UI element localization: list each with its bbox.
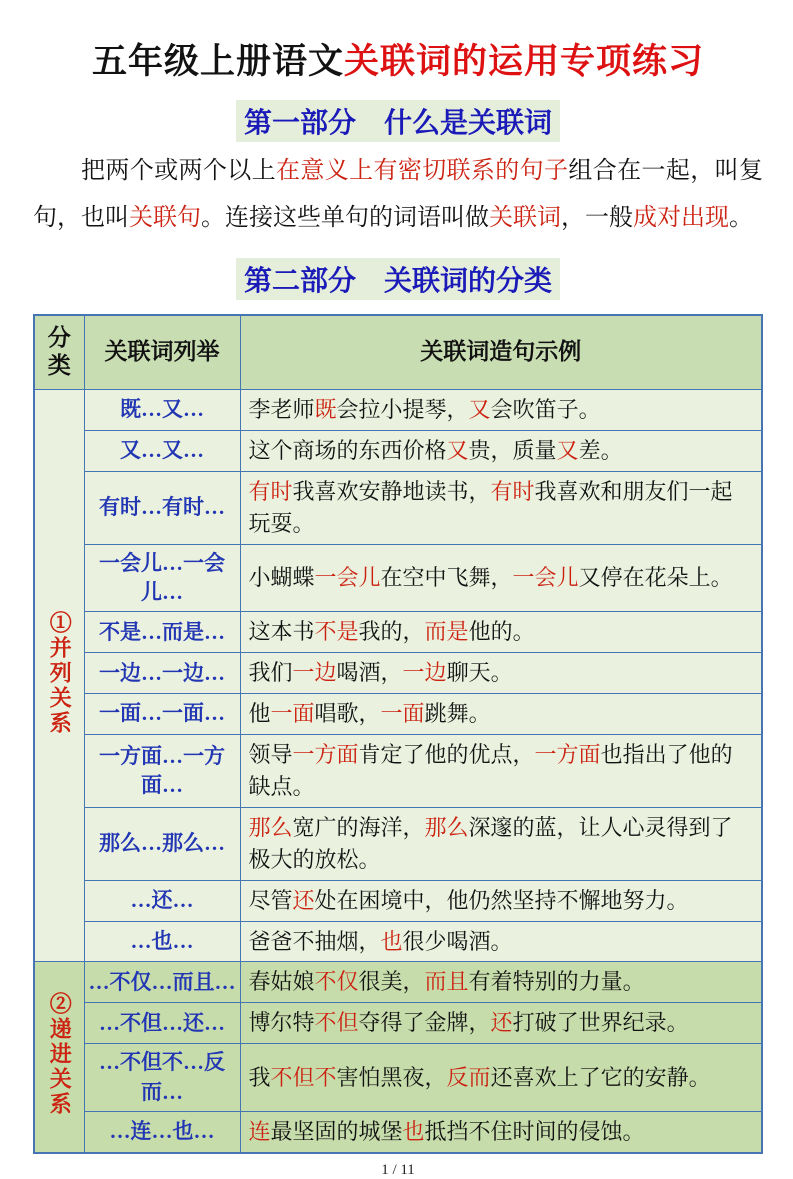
example-segment: 在空中飞舞，: [380, 565, 513, 591]
example-segment: 喝酒，: [336, 660, 403, 686]
example-segment: 宽广的海洋，: [292, 814, 425, 840]
example-segment: 博尔特: [248, 1010, 315, 1036]
intro-segment: 在意义上有密切联系的句子: [275, 158, 569, 184]
term-cell: 一面…一面…: [84, 694, 240, 735]
table-header-row: [34, 315, 762, 390]
example-segment: 那么: [424, 814, 469, 840]
category-label: ②递进关系: [47, 992, 73, 1118]
example-segment: 小蝴蝶: [248, 565, 315, 591]
intro-segment: 关联词: [489, 204, 561, 231]
term-cell: …不仅…而且…: [84, 962, 240, 1003]
table-row: [34, 471, 762, 544]
example-segment: 很少喝酒。: [402, 928, 513, 954]
example-segment: 不是: [314, 619, 359, 645]
example-segment: 害怕黑夜，: [336, 1064, 447, 1090]
example-segment: 还: [490, 1010, 513, 1036]
table-body: [34, 390, 762, 1153]
term-cell: 不是…而是…: [84, 612, 240, 653]
example-segment: 既: [314, 397, 337, 423]
table-row: [34, 1003, 762, 1044]
example-cell: [240, 880, 762, 921]
example-segment: 最坚固的城堡: [270, 1119, 403, 1145]
example-segment: 有时: [248, 478, 293, 504]
header-example: 关联词造句示例: [240, 315, 762, 390]
intro-segment: 把两个或两个以上: [81, 158, 276, 184]
example-segment: 聊天。: [446, 660, 513, 686]
term-cell: …也…: [84, 921, 240, 962]
term-cell: …还…: [84, 880, 240, 921]
table-row: [34, 1044, 762, 1112]
intro-segment: 组合在一起，叫复句，也叫: [33, 158, 764, 231]
example-segment: 一方面: [534, 742, 601, 768]
example-segment: 他: [248, 701, 271, 727]
term-cell: 一会儿…一会儿…: [84, 544, 240, 612]
example-cell: [240, 430, 762, 471]
example-segment: 一会儿: [512, 565, 579, 591]
example-cell: [240, 390, 762, 431]
header-category: 分类: [34, 315, 84, 390]
term-cell: 又…又…: [84, 430, 240, 471]
table-row: [34, 1112, 762, 1153]
example-segment: 抵挡不住时间的侵蚀。: [424, 1119, 645, 1145]
example-segment: 打破了世界纪录。: [512, 1010, 689, 1036]
table-row: [34, 880, 762, 921]
example-segment: 夺得了金牌，: [358, 1010, 491, 1036]
example-segment: 差。: [578, 437, 623, 463]
example-segment: 处在困境中，他仍然坚持不懈地努力。: [314, 887, 689, 913]
table-row: [34, 653, 762, 694]
section1-heading-text: 第一部分 什么是关联词: [236, 100, 560, 142]
example-segment: 他的。: [468, 619, 535, 645]
table-row: [34, 612, 762, 653]
example-segment: 又: [446, 437, 469, 463]
example-segment: 尽管: [248, 887, 293, 913]
example-segment: 一边: [402, 660, 447, 686]
table-row: [34, 735, 762, 808]
example-segment: 不但不: [270, 1064, 337, 1090]
table-row: [34, 694, 762, 735]
example-segment: 不但: [314, 1010, 359, 1036]
term-cell: …不但…还…: [84, 1003, 240, 1044]
example-cell: [240, 807, 762, 880]
example-segment: 又: [556, 437, 579, 463]
example-segment: 也: [402, 1119, 425, 1145]
example-segment: 跳舞。: [424, 701, 491, 727]
example-cell: [240, 1112, 762, 1153]
example-segment: 还: [292, 887, 315, 913]
example-segment: 一边: [292, 660, 337, 686]
example-segment: 我们: [248, 660, 293, 686]
example-cell: [240, 653, 762, 694]
example-segment: 肯定了他的优点，: [358, 742, 535, 768]
example-segment: 也: [380, 928, 403, 954]
example-segment: 会吹笛子。: [490, 397, 601, 423]
table-row: [34, 390, 762, 431]
term-cell: …不但不…反而…: [84, 1044, 240, 1112]
page-title-black: 五年级上册语文: [91, 42, 344, 81]
page-title-red: 关联词的运用专项练习: [344, 42, 705, 81]
intro-segment: 关联句: [129, 204, 201, 231]
example-segment: 也指出了他的缺点。: [248, 742, 733, 799]
intro-segment: 。连接这些单句的词语叫做: [201, 204, 489, 231]
example-segment: 一会儿: [314, 565, 381, 591]
example-segment: 反而: [446, 1064, 491, 1090]
example-segment: 而是: [424, 619, 469, 645]
table-row: [34, 921, 762, 962]
example-segment: 深邃的蓝，让人心灵得到了极大的放松。: [248, 814, 733, 872]
conjunction-table: [33, 314, 763, 1154]
example-cell: [240, 735, 762, 808]
example-cell: [240, 1044, 762, 1112]
intro-segment: ，一般: [561, 204, 633, 231]
example-segment: 这本书: [248, 619, 315, 645]
section2-heading: [33, 258, 763, 300]
example-segment: 有时: [490, 478, 535, 504]
category-cell: [34, 390, 84, 962]
example-segment: 我喜欢和朋友们一起玩耍。: [248, 478, 733, 536]
term-cell: 一方面…一方面…: [84, 735, 240, 808]
intro-segment: 。: [729, 204, 753, 231]
term-cell: 有时…有时…: [84, 471, 240, 544]
example-segment: 贵，质量: [468, 437, 557, 463]
category-cell: [34, 962, 84, 1153]
table-row: [34, 807, 762, 880]
example-segment: 我的，: [358, 619, 425, 645]
example-segment: 不仅: [314, 969, 359, 995]
category-label: ①并列关系: [47, 610, 73, 736]
example-cell: [240, 921, 762, 962]
example-segment: 又: [468, 397, 491, 423]
page-number: 1 / 11: [381, 1161, 415, 1178]
example-cell: [240, 471, 762, 544]
example-segment: 有着特别的力量。: [468, 969, 645, 995]
term-cell: 既…又…: [84, 390, 240, 431]
term-cell: …连…也…: [84, 1112, 240, 1153]
example-segment: 爸爸不抽烟，: [248, 928, 381, 954]
page-title: [33, 34, 763, 84]
table-row: [34, 544, 762, 612]
example-segment: 唱歌，: [314, 701, 381, 727]
example-segment: 领导: [248, 742, 293, 768]
intro-paragraph: [33, 148, 763, 242]
example-segment: 这个商场的东西价格: [248, 437, 447, 463]
example-segment: 一面: [270, 701, 315, 727]
example-segment: 又停在花朵上。: [578, 565, 733, 591]
example-segment: 一方面: [292, 742, 359, 768]
example-cell: [240, 694, 762, 735]
example-segment: 那么: [248, 814, 293, 840]
example-segment: 而且: [424, 969, 469, 995]
example-segment: 很美，: [358, 969, 425, 995]
section2-heading-text: 第二部分 关联词的分类: [236, 258, 560, 300]
term-cell: 那么…那么…: [84, 807, 240, 880]
table-row: [34, 430, 762, 471]
section1-heading: [33, 100, 763, 142]
example-cell: [240, 1003, 762, 1044]
term-cell: 一边…一边…: [84, 653, 240, 694]
header-term: 关联词列举: [84, 315, 240, 390]
example-segment: 春姑娘: [248, 969, 315, 995]
example-segment: 会拉小提琴，: [336, 397, 469, 423]
example-cell: [240, 612, 762, 653]
example-segment: 李老师: [248, 397, 315, 423]
example-segment: 还喜欢上了它的安静。: [490, 1064, 711, 1090]
example-segment: 一面: [380, 701, 425, 727]
table-row: [34, 962, 762, 1003]
example-segment: 我: [248, 1064, 271, 1090]
example-segment: 连: [248, 1119, 271, 1145]
intro-segment: 成对出现: [633, 204, 729, 231]
example-cell: [240, 544, 762, 612]
example-cell: [240, 962, 762, 1003]
example-segment: 我喜欢安静地读书，: [292, 478, 491, 504]
